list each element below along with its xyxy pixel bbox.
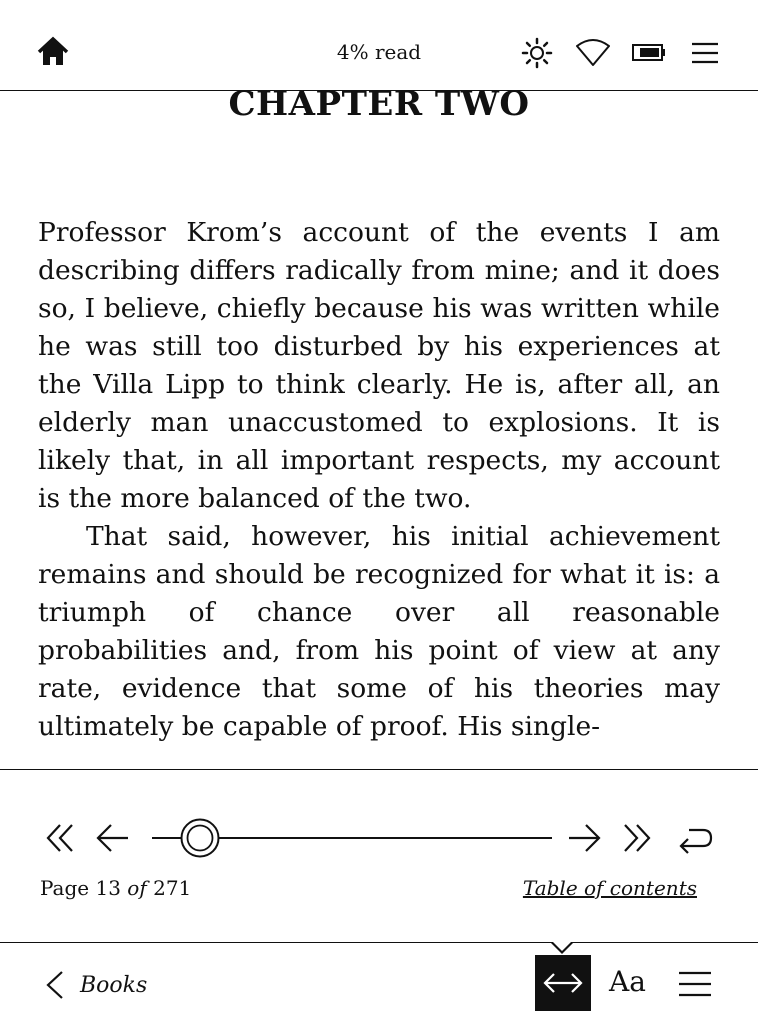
arrow-right-icon[interactable]	[563, 818, 603, 858]
current-page: 13	[95, 876, 121, 900]
menu-icon[interactable]	[676, 967, 714, 1001]
chevron-left-icon	[42, 969, 66, 1001]
slider-handle[interactable]	[180, 818, 220, 858]
paragraph: That said, however, his initial achievement remains and should be recognized for what it is: a triumph of chance over all reasonable probabilities and, from his point of view at any rate, evidence that some of his theories may ultimately be capable of proof. His single-	[38, 521, 720, 742]
total-pages: 271	[153, 876, 192, 900]
wifi-icon[interactable]	[575, 36, 609, 70]
page-navigation-button[interactable]	[535, 955, 591, 1011]
navigation-panel	[0, 769, 758, 943]
return-icon[interactable]	[675, 818, 715, 858]
reading-progress: 4% read	[336, 40, 422, 64]
font-settings-button[interactable]: Aa	[609, 965, 646, 998]
reading-area[interactable]	[0, 91, 758, 770]
page-label: Page	[40, 876, 90, 900]
status-bar	[0, 0, 758, 91]
books-button[interactable]	[42, 967, 147, 1003]
arrow-left-icon[interactable]	[94, 818, 134, 858]
chapter-title: CHAPTER TWO	[228, 91, 530, 124]
paragraph: Professor Krom’s account of the events I am describing differs radically from mine; and it does so, I believe, chiefly because his was written while he was still too disturbed by his experiences at the Villa Lipp to think clearly. He is, after all, an elderly man unaccustomed to explosions. It is likely that, in all important respects, my account is the more balanced of the two.	[38, 217, 720, 514]
of-label: of	[127, 876, 147, 900]
page-indicator	[40, 876, 191, 900]
page-slider[interactable]	[152, 818, 552, 858]
menu-icon[interactable]	[690, 36, 724, 70]
book-text	[38, 214, 720, 746]
bottom-toolbar	[0, 943, 758, 1024]
double-chevron-right-icon[interactable]	[615, 818, 655, 858]
page-swap-icon	[535, 955, 591, 1011]
frontlight-icon[interactable]	[520, 36, 554, 70]
table-of-contents-link[interactable]: Table of contents	[522, 876, 697, 900]
books-label: Books	[80, 972, 148, 998]
double-chevron-left-icon[interactable]	[42, 818, 82, 858]
battery-icon	[631, 36, 665, 70]
panel-pointer	[550, 942, 574, 954]
